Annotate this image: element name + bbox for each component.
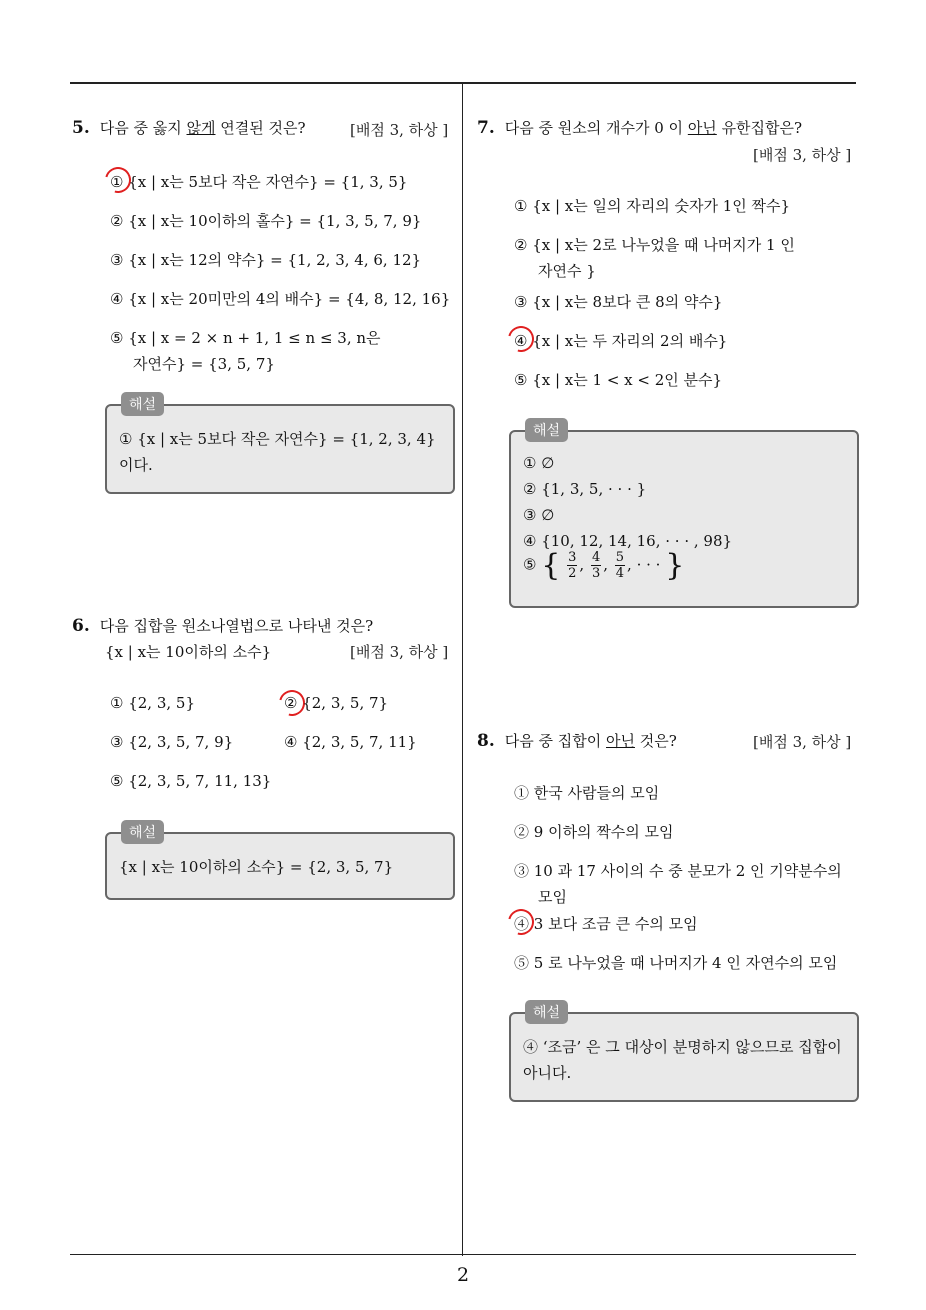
q7-option-3[interactable]: ③ {x | x는 8보다 큰 8의 약수}	[514, 293, 723, 311]
question-number: 6.	[72, 616, 90, 636]
q7-explanation-box	[509, 423, 859, 608]
explanation-line: ① {x | x는 5보다 작은 자연수} = {1, 2, 3, 4}	[119, 430, 436, 448]
fraction: $\frac{4}{3}$	[591, 550, 601, 581]
explanation-line: ③ ∅	[523, 506, 555, 524]
top-rule	[70, 82, 856, 84]
q5-option-1[interactable]: ① {x | x는 5보다 작은 자연수} = {1, 3, 5}	[110, 173, 408, 191]
question-5-stem: 5. 다음 중 옳지 않게 연결된 것은?	[72, 118, 306, 138]
fraction: $\frac{5}{4}$	[615, 550, 625, 581]
question-number: 5.	[72, 118, 90, 138]
question-7-score: [배점 3, 하상 ]	[753, 146, 852, 164]
explanation-tag: 해설	[525, 1000, 568, 1024]
q5-option-3[interactable]: ③ {x | x는 12의 약수} = {1, 2, 3, 4, 6, 12}	[110, 251, 422, 269]
question-5-score: [배점 3, 하상 ]	[350, 121, 449, 139]
q7-option-4[interactable]: ④ {x | x는 두 자리의 2의 배수}	[514, 332, 728, 350]
question-7-stem: 7. 다음 중 원소의 개수가 0 이 아닌 유한집합은?	[477, 118, 803, 138]
q5-explanation-box	[105, 397, 455, 494]
q7-option-1[interactable]: ① {x | x는 일의 자리의 숫자가 1인 짝수}	[514, 197, 791, 215]
q8-option-3-continuation: 모임	[538, 888, 567, 906]
q7-option-5[interactable]: ⑤ {x | x는 1 < x < 2인 분수}	[514, 371, 723, 389]
q8-option-5[interactable]: ⑤ 5 로 나누었을 때 나머지가 4 인 자연수의 모임	[514, 954, 838, 972]
question-6-set: {x | x는 10이하의 소수}	[105, 643, 272, 661]
q6-option-1[interactable]: ① {2, 3, 5}	[110, 694, 196, 712]
question-number: 8.	[477, 731, 495, 751]
explanation-tag: 해설	[121, 392, 164, 416]
column-divider	[462, 84, 463, 1256]
q6-option-5[interactable]: ⑤ {2, 3, 5, 7, 11, 13}	[110, 772, 272, 790]
question-6-stem: 6. 다음 집합을 원소나열법으로 나타낸 것은?	[72, 616, 374, 636]
explanation-line-fractions: ⑤ { $\frac{3}{2}$ , $\frac{4}{3}$ , $\frac{5}{4}$ , · · · }	[523, 548, 685, 583]
left-brace: {	[541, 548, 561, 583]
question-8-stem: 8. 다음 중 집합이 아닌 것은?	[477, 731, 677, 751]
q5-option-4[interactable]: ④ {x | x는 20미만의 4의 배수} = {4, 8, 12, 16}	[110, 290, 451, 308]
question-number: 7.	[477, 118, 495, 138]
fraction: $\frac{3}{2}$	[568, 550, 577, 581]
explanation-line: ① ∅	[523, 454, 555, 472]
explanation-line: 이다.	[119, 456, 153, 474]
q8-option-3[interactable]: ③ 10 과 17 사이의 수 중 분모가 2 인 기약분수의	[514, 862, 842, 880]
q5-option-5-continuation: 자연수} = {3, 5, 7}	[133, 355, 275, 373]
q7-option-2-continuation: 자연수 }	[538, 262, 596, 280]
explanation-line: {x | x는 10이하의 소수} = {2, 3, 5, 7}	[119, 858, 394, 876]
explanation-tag: 해설	[121, 820, 164, 844]
bottom-rule	[70, 1254, 856, 1255]
q6-explanation-box	[105, 825, 455, 900]
q8-option-2[interactable]: ② 9 이하의 짝수의 모임	[514, 823, 674, 841]
q8-explanation-box	[509, 1005, 859, 1102]
explanation-line: ② {1, 3, 5, · · · }	[523, 480, 647, 498]
explanation-line: 아니다.	[523, 1064, 572, 1082]
question-8-score: [배점 3, 하상 ]	[753, 733, 852, 751]
q8-option-1[interactable]: ① 한국 사람들의 모임	[514, 784, 660, 802]
page-number: 2	[456, 1264, 470, 1286]
explanation-line: ④ {10, 12, 14, 16, · · · , 98}	[523, 532, 733, 550]
q6-option-4[interactable]: ④ {2, 3, 5, 7, 11}	[284, 733, 417, 751]
q5-option-2[interactable]: ② {x | x는 10이하의 홀수} = {1, 3, 5, 7, 9}	[110, 212, 422, 230]
q7-option-2[interactable]: ② {x | x는 2로 나누었을 때 나머지가 1 인	[514, 236, 795, 254]
q6-option-2[interactable]: ② {2, 3, 5, 7}	[284, 694, 389, 712]
explanation-tag: 해설	[525, 418, 568, 442]
right-brace: }	[665, 548, 685, 583]
question-6-score: [배점 3, 하상 ]	[350, 643, 449, 661]
explanation-line: ④ ‘조금’ 은 그 대상이 분명하지 않으므로 집합이	[523, 1038, 842, 1056]
q8-option-4[interactable]: ④ 3 보다 조금 큰 수의 모임	[514, 915, 698, 933]
q5-option-5[interactable]: ⑤ {x | x = 2 × n + 1, 1 ≤ n ≤ 3, n은	[110, 329, 381, 347]
q6-option-3[interactable]: ③ {2, 3, 5, 7, 9}	[110, 733, 234, 751]
